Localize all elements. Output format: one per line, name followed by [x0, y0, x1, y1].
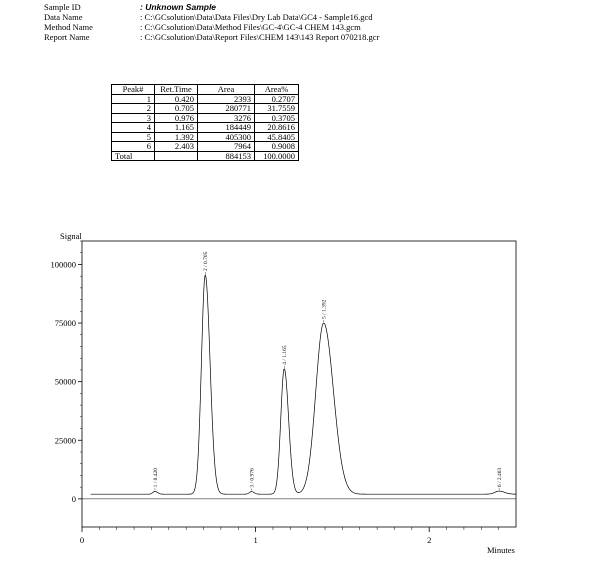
col-ret-time: Ret.Time: [155, 85, 198, 95]
peak-table-cell: 100.0000: [255, 151, 299, 161]
col-peak: Peak#: [112, 85, 155, 95]
peak-table-cell: 1.165: [155, 123, 198, 133]
header-value: : C:\GCsolution\Data\Method Files\GC-4\GC-4 CHEM 143.gcm: [140, 22, 361, 32]
header-label: Method Name: [44, 22, 93, 32]
peak-table-cell: 3276: [198, 113, 255, 123]
header-label: Report Name: [44, 32, 90, 42]
y-tick-label: 25000: [54, 435, 76, 446]
peak-table-cell: Total: [112, 151, 155, 161]
peak-table-cell: 184449: [198, 123, 255, 133]
peak-label: 6 / 2.403: [497, 467, 504, 488]
peak-table-cell: 2: [112, 104, 155, 114]
col-area: Area: [198, 85, 255, 95]
peak-label: 4 / 1.165: [282, 345, 289, 365]
header-label: Data Name: [44, 12, 83, 22]
peak-table-cell: 0.420: [155, 94, 198, 104]
peak-table-cell: 5: [112, 132, 155, 142]
peak-table-cell: 280771: [198, 104, 255, 114]
peak-table-cell: 45.8405: [255, 132, 299, 142]
peak-table-cell: 0.976: [155, 113, 198, 123]
peak-table-cell: 20.8616: [255, 123, 299, 133]
y-axis-label: Signal: [60, 231, 82, 241]
peak-table-cell: 0.3705: [255, 113, 299, 123]
header-value: : C:\GCsolution\Data\Data Files\Dry Lab Data\GC4 - Sample16.gcd: [140, 12, 373, 22]
peak-table-cell: 2.403: [155, 142, 198, 152]
peak-label: 2 / 0.705: [203, 251, 210, 271]
x-tick-label: 1: [253, 535, 258, 545]
peak-table-cell: 6: [112, 142, 155, 152]
peak-label: 5 / 1.392: [321, 299, 328, 320]
plot-frame: [82, 241, 516, 527]
peak-table-cell: 884153: [198, 151, 255, 161]
peak-table-cell: 0.2707: [255, 94, 299, 104]
header-value: : C:\GCsolution\Data\Report Files\CHEM 143\143 Report 070218.gcr: [140, 32, 380, 42]
peak-table-cell: 0.9008: [255, 142, 299, 152]
header-label: Sample ID: [44, 2, 81, 12]
peak-label: 3 / 0.976: [249, 468, 256, 488]
x-axis-label: Minutes: [487, 545, 515, 555]
col-area-percent: Area%: [255, 85, 299, 95]
peak-table-cell: 7964: [198, 142, 255, 152]
header-value: : Unknown Sample: [140, 2, 217, 12]
x-tick-label: 0: [79, 535, 85, 545]
y-tick-label: 0: [71, 493, 76, 504]
peak-table-cell: 2393: [198, 94, 255, 104]
peak-table-cell: 4: [112, 123, 155, 133]
y-tick-label: 75000: [54, 318, 76, 329]
x-tick-label: 2: [427, 535, 432, 545]
peak-table-cell: 405300: [198, 132, 255, 142]
peak-label: 1 / 0.420: [152, 467, 159, 488]
peak-table-cell: 31.7559: [255, 104, 299, 114]
peak-table-cell: 1.392: [155, 132, 198, 142]
signal-trace: [91, 275, 516, 494]
peak-table-cell: 1: [112, 94, 155, 104]
peak-table-cell: 0.705: [155, 104, 198, 114]
y-tick-label: 50000: [54, 376, 76, 387]
y-tick-label: 100000: [50, 259, 76, 270]
peak-table-cell: 3: [112, 113, 155, 123]
